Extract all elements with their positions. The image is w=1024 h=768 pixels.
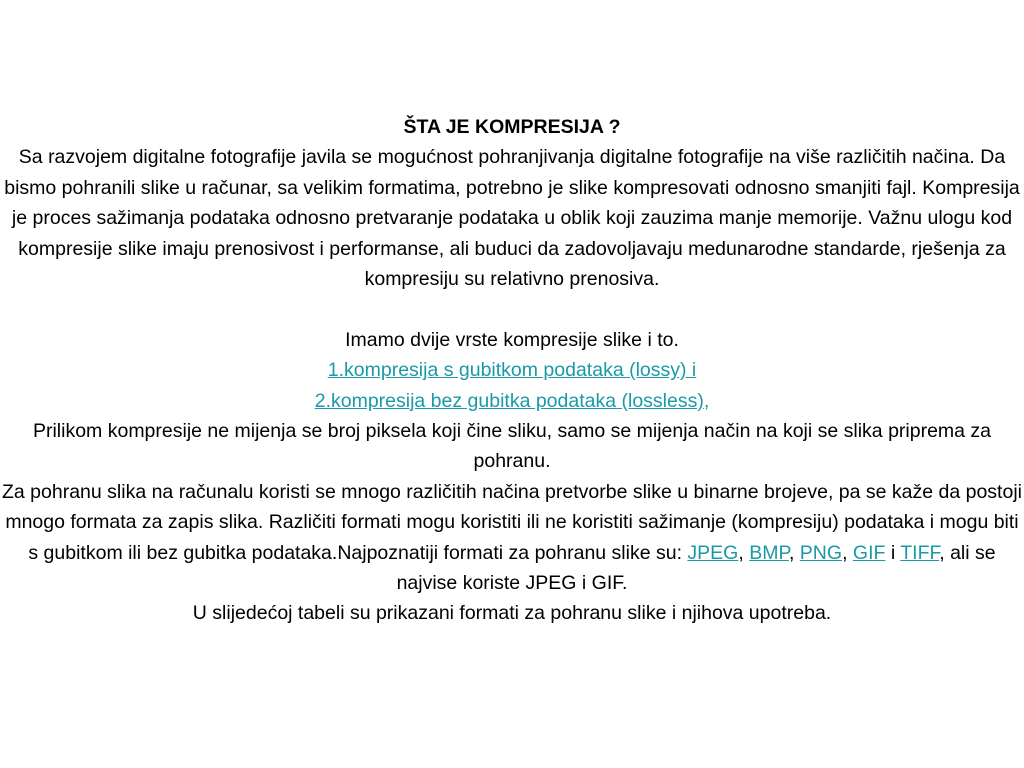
lossless-link[interactable]: 2.kompresija bez gubitka podataka (lossless),	[314, 389, 710, 412]
type-link-item	[0, 386, 1024, 416]
table-intro: U slijedećoj tabeli su prikazani formati za pohranu slike i njihova upotreba.	[192, 602, 832, 625]
lossy-link[interactable]: 1.kompresija s gubitkom podataka (lossy) i	[327, 359, 697, 382]
formats-tail: , ali se najvise koriste JPEG i GIF.	[396, 541, 996, 595]
page-title: ŠTA JE KOMPRESIJA ?	[403, 116, 621, 138]
separator: ,	[788, 541, 800, 564]
type-link-item	[0, 355, 1024, 385]
separator: ,	[842, 541, 853, 564]
formats-text: Za pohranu slika na računalu koristi se mnogo različitih načina pretvorbe slike u binarne brojeve, pa se kaže da postoji mnogo formata za zapis slika. Različiti formati mogu koristiti ili ne koristiti sažimanje (kompresiju) podataka i mogu biti s gubitkom ili bez gubitka podataka.Najpoznatiji formati za pohranu slike su:	[2, 480, 1022, 564]
bmp-link[interactable]: BMP	[749, 541, 789, 564]
tiff-link[interactable]: TIFF	[900, 541, 940, 564]
spacer	[0, 294, 1024, 324]
separator: i	[885, 541, 901, 564]
intro-paragraph: Sa razvojem digitalne fotografije javila se mogućnost pohranjivanja digitalne fotografije na više različitih načina. Da bismo pohranili slike u računar, sa velikim formatima, potrebno je slike kompresovati odnosno smanjiti fajl. Kompresija je proces sažimanja podataka odnosno pretvaranje podataka u oblik koji zauzima manje memorije. Važnu ulogu kod kompresije slike imaju prenosivost i performanse, ali buduci da zadovoljavaju medunarodne standarde, rješenja za kompresiju su relativno prenosiva.	[4, 146, 1020, 291]
jpeg-link[interactable]: JPEG	[687, 541, 739, 564]
gif-link[interactable]: GIF	[852, 541, 886, 564]
types-intro: Imamo dvije vrste kompresije slike i to.	[345, 328, 679, 351]
pixels-paragraph: Prilikom kompresije ne mijenja se broj piksela koji čine sliku, samo se mijenja način na koji se slika priprema za pohranu.	[32, 420, 992, 473]
formats-paragraph	[0, 477, 1024, 599]
separator: ,	[738, 541, 750, 564]
png-link[interactable]: PNG	[799, 541, 843, 564]
